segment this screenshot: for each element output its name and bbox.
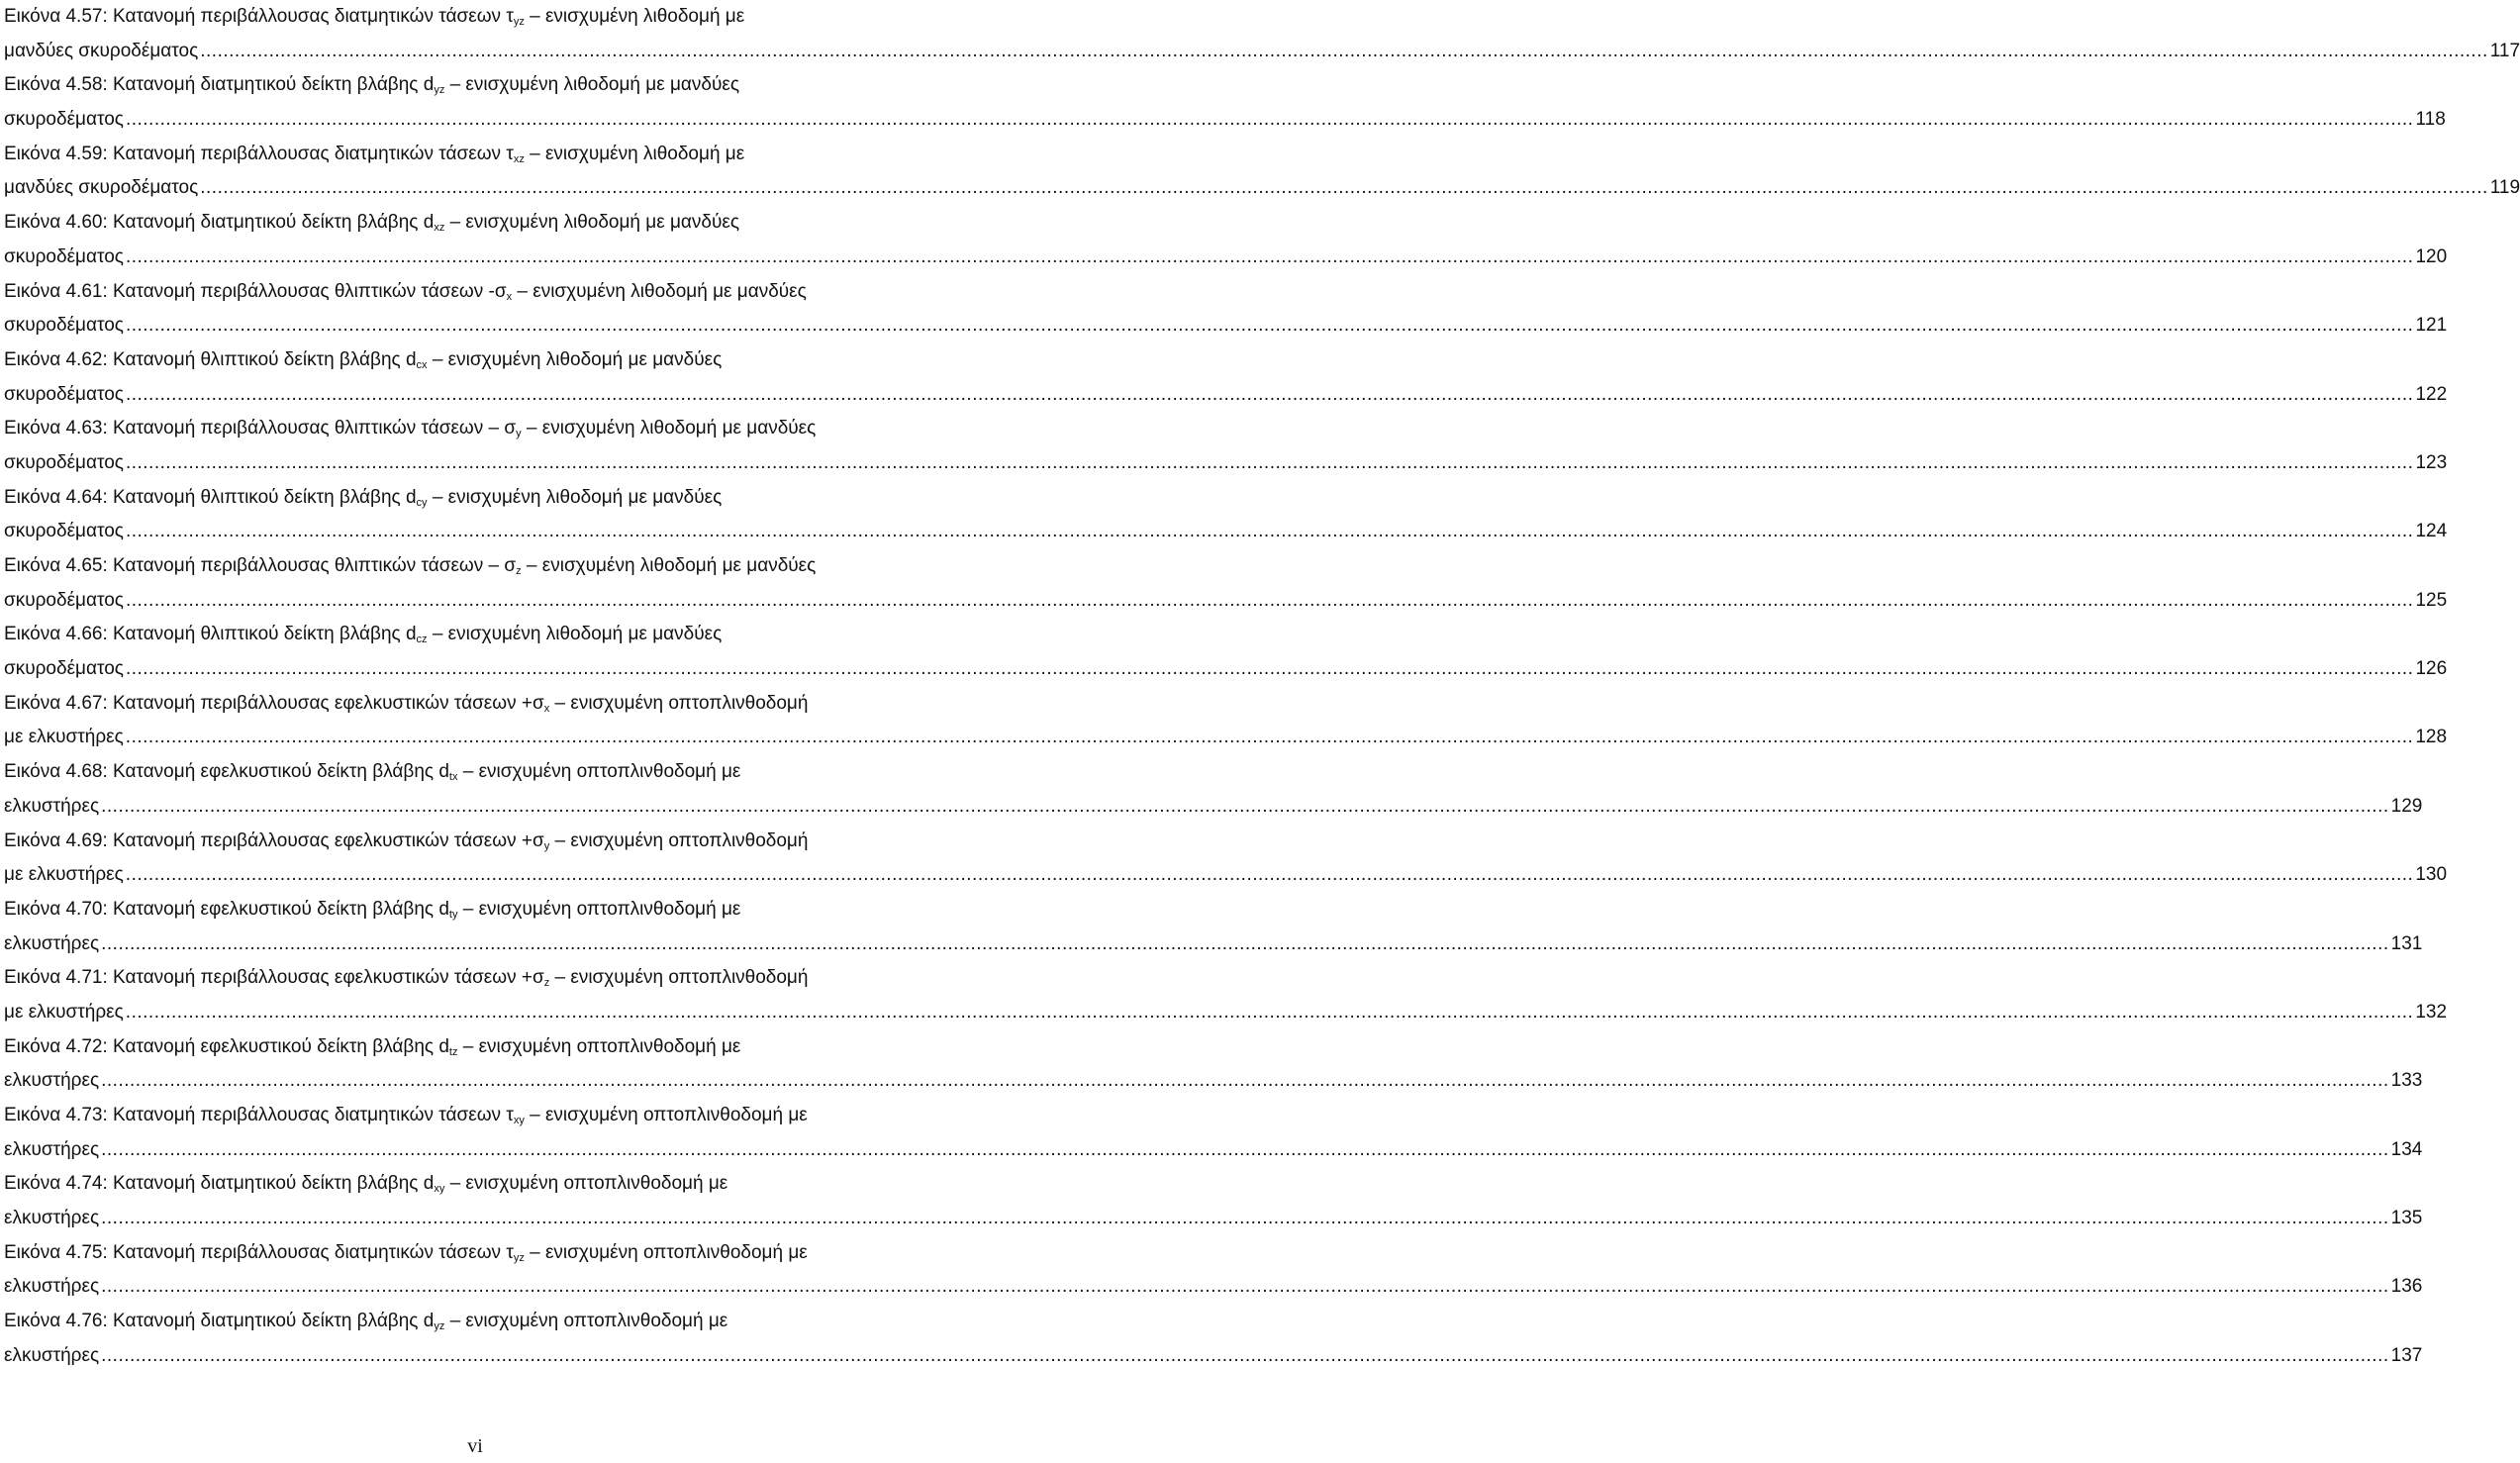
toc-entry-line-1 (4, 481, 946, 516)
dot-leader: ................................................................................................................................................................................................................................................................................................................................................................................................................ (101, 1344, 2389, 1366)
toc-entry-caption (4, 961, 946, 996)
toc-entry[interactable] (4, 825, 2448, 893)
toc-entry-caption-continued (4, 103, 124, 138)
entry-text: Εικόνα 4.73: Κατανομή περιβάλλουσας διατμητικών τάσεων τ (4, 1105, 514, 1125)
toc-entry-line-2 (4, 1202, 2423, 1236)
entry-text: με ελκυστήρες (4, 1001, 124, 1023)
toc-entry-caption-continued (4, 241, 124, 275)
toc-entry-caption (4, 687, 946, 722)
toc-entry[interactable] (4, 343, 2448, 412)
toc-entry-caption-continued (4, 309, 124, 343)
toc-entry-caption (4, 412, 946, 446)
toc-entry-page-number[interactable]: 121 (2415, 315, 2448, 337)
toc-entry-page-number[interactable]: 130 (2415, 864, 2448, 886)
entry-text: Εικόνα 4.74: Κατανομή διατμητικού δείκτη βλάβης d (4, 1173, 435, 1195)
toc-entry-page-number[interactable]: 117 (2489, 40, 2520, 61)
subscript: y (543, 839, 550, 852)
dot-leader: ................................................................................................................................................................................................................................................................................................................................................................................................................ (125, 315, 2414, 337)
toc-entry-caption (4, 1099, 946, 1133)
toc-entry-line-1 (4, 961, 946, 996)
toc-entry-line-1 (4, 1305, 946, 1339)
toc-entry-caption-continued (4, 927, 99, 962)
entry-text: – ενισχυμένη λιθοδομή με μανδύες (427, 348, 723, 370)
entry-text: Εικόνα 4.69: Κατανομή περιβάλλουσας εφελκυστικών τάσεων +σ (4, 829, 544, 851)
entry-text: Εικόνα 4.76: Κατανομή διατμητικού δείκτη βλάβης d (4, 1311, 435, 1332)
toc-entry-caption (4, 618, 946, 652)
entry-text: – ενισχυμένη οπτοπλινθοδομή (549, 829, 809, 851)
entry-text: – ενισχυμένη οπτοπλινθοδομή (549, 692, 809, 714)
subscript: tx (448, 771, 458, 784)
entry-text: Εικόνα 4.66: Κατανομή θλιπτικού δείκτη βλάβης d (4, 624, 417, 645)
subscript: y (516, 428, 522, 440)
toc-entry[interactable] (4, 275, 2448, 343)
toc-entry-page-number[interactable]: 129 (2390, 795, 2423, 817)
entry-text: – ενισχυμένη λιθοδομή με μανδύες (521, 418, 817, 439)
toc-entry-caption-continued (4, 1202, 99, 1236)
entry-text: σκυροδέματος (4, 383, 124, 405)
toc-entry-line-1 (4, 206, 946, 241)
dot-leader: ................................................................................................................................................................................................................................................................................................................................................................................................................ (125, 727, 2414, 748)
subscript: yz (513, 1251, 525, 1264)
dot-leader: ................................................................................................................................................................................................................................................................................................................................................................................................................ (125, 451, 2414, 473)
entry-text: – ενισχυμένη οπτοπλινθοδομή με (457, 761, 741, 783)
toc-entry-caption-continued (4, 1339, 99, 1374)
subscript: xz (434, 222, 445, 235)
dot-leader: ................................................................................................................................................................................................................................................................................................................................................................................................................ (125, 658, 2414, 680)
subscript: xz (513, 152, 525, 165)
dot-leader: ................................................................................................................................................................................................................................................................................................................................................................................................................ (125, 1001, 2414, 1023)
toc-entry-page-number[interactable]: 134 (2390, 1138, 2423, 1160)
entry-text: σκυροδέματος (4, 109, 124, 131)
toc-entry-caption (4, 893, 946, 927)
toc-entry[interactable] (4, 755, 2423, 824)
subscript: cx (416, 358, 428, 371)
toc-entry-caption-continued (4, 1064, 99, 1099)
toc-entry-caption-continued (4, 1270, 99, 1305)
toc-entry-page-number[interactable]: 137 (2390, 1344, 2423, 1366)
toc-entry-line-2 (4, 996, 2448, 1030)
entry-text: Εικόνα 4.61: Κατανομή περιβάλλουσας θλιπτικών τάσεων -σ (4, 280, 507, 302)
subscript: cz (416, 634, 428, 646)
subscript: cy (416, 496, 428, 509)
dot-leader: ................................................................................................................................................................................................................................................................................................................................................................................................................ (125, 109, 2414, 131)
dot-leader: ................................................................................................................................................................................................................................................................................................................................................................................................................ (125, 589, 2414, 611)
entry-text: Εικόνα 4.58: Κατανομή διατμητικού δείκτη βλάβης d (4, 74, 435, 96)
subscript: yz (434, 84, 445, 97)
entry-text: – ενισχυμένη λιθοδομή με μανδύες (521, 555, 817, 576)
entry-text: – ενισχυμένη οπτοπλινθοδομή με (444, 1311, 728, 1332)
toc-entry-line-2 (4, 721, 2448, 755)
dot-leader: ................................................................................................................................................................................................................................................................................................................................................................................................................ (101, 795, 2389, 817)
toc-entry[interactable] (4, 961, 2448, 1029)
toc-entry-caption (4, 1030, 946, 1065)
entry-text: ελκυστήρες (4, 932, 100, 954)
toc-entry-caption-continued (4, 584, 124, 619)
entry-text: ελκυστήρες (4, 1070, 100, 1092)
subscript: yz (434, 1320, 445, 1333)
toc-entry-line-2 (4, 515, 2448, 549)
toc-entry[interactable] (4, 1030, 2423, 1099)
dot-leader: ................................................................................................................................................................................................................................................................................................................................................................................................................ (200, 177, 2488, 199)
subscript: z (516, 565, 522, 577)
toc-entry[interactable] (4, 138, 2520, 206)
toc-entry-page-number[interactable]: 119 (2489, 177, 2520, 199)
entry-text: Εικόνα 4.59: Κατανομή περιβάλλουσας διατμητικών τάσεων τ (4, 143, 514, 164)
toc-entry-line-1 (4, 275, 946, 310)
entry-text: Εικόνα 4.62: Κατανομή θλιπτικού δείκτη βλάβης d (4, 348, 417, 370)
toc-entry[interactable] (4, 893, 2423, 961)
entry-text: μανδύες σκυροδέματος (4, 177, 199, 199)
entry-text: – ενισχυμένη λιθοδομή με μανδύες (427, 624, 723, 645)
toc-entry-line-2 (4, 171, 2520, 206)
entry-text: ελκυστήρες (4, 1208, 100, 1229)
entry-text: – ενισχυμένη οπτοπλινθοδομή (549, 967, 809, 989)
entry-text: – ενισχυμένη λιθοδομή με (524, 6, 745, 27)
entry-text: ελκυστήρες (4, 1138, 100, 1160)
toc-entry-line-2 (4, 378, 2448, 413)
toc-entry-line-1 (4, 1167, 946, 1202)
entry-text: Εικόνα 4.65: Κατανομή περιβάλλουσας θλιπτικών τάσεων – σ (4, 555, 517, 576)
toc-entry[interactable] (4, 1236, 2423, 1305)
subscript: yz (513, 16, 525, 28)
toc-entry-line-2 (4, 790, 2423, 825)
entry-text: Εικόνα 4.63: Κατανομή περιβάλλουσας θλιπτικών τάσεων – σ (4, 418, 517, 439)
toc-entry-page-number[interactable]: 125 (2415, 589, 2448, 611)
toc-entry-page-number[interactable]: 128 (2415, 727, 2448, 748)
dot-leader: ................................................................................................................................................................................................................................................................................................................................................................................................................ (125, 245, 2414, 267)
toc-entry[interactable] (4, 412, 2448, 480)
toc-entry-caption (4, 68, 946, 103)
entry-text: σκυροδέματος (4, 451, 124, 473)
toc-entry-line-2 (4, 309, 2448, 343)
entry-text: – ενισχυμένη λιθοδομή με μανδύες (512, 280, 807, 302)
entry-text: ελκυστήρες (4, 1276, 100, 1298)
subscript: x (506, 290, 513, 303)
toc-entry-line-1 (4, 1030, 946, 1065)
dot-leader: ................................................................................................................................................................................................................................................................................................................................................................................................................ (200, 40, 2488, 61)
toc-entry-line-2 (4, 1133, 2423, 1168)
toc-entry-caption-continued (4, 858, 124, 893)
toc-entry-caption (4, 0, 946, 35)
toc-entry-line-1 (4, 68, 946, 103)
toc-entry-caption (4, 481, 946, 516)
toc-entry-caption-continued (4, 1133, 99, 1168)
toc-entry[interactable] (4, 618, 2448, 686)
toc-entry-caption-continued (4, 378, 124, 413)
toc-entry-line-2 (4, 652, 2448, 687)
toc-entry-caption-continued (4, 35, 198, 69)
subscript: z (543, 977, 550, 990)
entry-text: Εικόνα 4.71: Κατανομή περιβάλλουσας εφελκυστικών τάσεων +σ (4, 967, 544, 989)
entry-text: Εικόνα 4.70: Κατανομή εφελκυστικού δείκτη βλάβης d (4, 898, 449, 920)
toc-entry-page-number[interactable]: 135 (2390, 1208, 2423, 1229)
entry-text: Εικόνα 4.72: Κατανομή εφελκυστικού δείκτη βλάβης d (4, 1035, 449, 1057)
dot-leader: ................................................................................................................................................................................................................................................................................................................................................................................................................ (125, 521, 2414, 542)
dot-leader: ................................................................................................................................................................................................................................................................................................................................................................................................................ (125, 864, 2414, 886)
entry-text: μανδύες σκυροδέματος (4, 40, 199, 61)
toc-entry[interactable] (4, 206, 2448, 274)
toc-entry-caption-continued (4, 652, 124, 687)
entry-text: Εικόνα 4.60: Κατανομή διατμητικού δείκτη βλάβης d (4, 212, 435, 234)
toc-entry-caption (4, 138, 946, 172)
toc-entry-line-2 (4, 446, 2448, 481)
toc-entry-line-2 (4, 35, 2520, 69)
subscript: ty (448, 908, 458, 921)
entry-text: – ενισχυμένη οπτοπλινθοδομή με (457, 1035, 741, 1057)
toc-entry-caption-continued (4, 721, 124, 755)
toc-entry-line-2 (4, 241, 2448, 275)
toc-entry-line-1 (4, 549, 946, 584)
toc-entry-caption (4, 825, 946, 859)
toc-entry-page-number[interactable]: 126 (2415, 658, 2448, 680)
toc-entry-caption (4, 1305, 946, 1339)
toc-entry-caption (4, 343, 946, 378)
dot-leader: ................................................................................................................................................................................................................................................................................................................................................................................................................ (101, 1070, 2389, 1092)
toc-entry[interactable] (4, 1167, 2423, 1235)
entry-text: Εικόνα 4.57: Κατανομή περιβάλλουσας διατμητικών τάσεων τ (4, 6, 514, 27)
entry-text: σκυροδέματος (4, 245, 124, 267)
entry-text: – ενισχυμένη λιθοδομή με μανδύες (427, 486, 723, 508)
toc-entry-caption (4, 1167, 946, 1202)
entry-text: Εικόνα 4.68: Κατανομή εφελκυστικού δείκτη βλάβης d (4, 761, 449, 783)
dot-leader: ................................................................................................................................................................................................................................................................................................................................................................................................................ (101, 1138, 2389, 1160)
toc-entry-line-1 (4, 1236, 946, 1271)
toc-entry-caption-continued (4, 446, 124, 481)
toc-entry[interactable] (4, 0, 2520, 68)
toc-entry-line-1 (4, 687, 946, 722)
entry-text: σκυροδέματος (4, 315, 124, 337)
toc-entry-caption-continued (4, 996, 124, 1030)
dot-leader: ................................................................................................................................................................................................................................................................................................................................................................................................................ (101, 1276, 2389, 1298)
entry-text: με ελκυστήρες (4, 864, 124, 886)
toc-entry-line-2 (4, 1270, 2423, 1305)
subscript: xy (434, 1183, 445, 1196)
subscript: tz (448, 1045, 458, 1058)
toc-entry-line-1 (4, 755, 946, 790)
toc-entry-line-2 (4, 103, 2446, 138)
toc-entry-caption (4, 755, 946, 790)
dot-leader: ................................................................................................................................................................................................................................................................................................................................................................................................................ (101, 932, 2389, 954)
subscript: xy (513, 1115, 525, 1126)
entry-text: με ελκυστήρες (4, 727, 124, 748)
toc-entry-line-1 (4, 0, 946, 35)
toc-entry[interactable] (4, 1305, 2423, 1373)
entry-text: ελκυστήρες (4, 1344, 100, 1366)
toc-entry-page-number[interactable]: 132 (2415, 1001, 2448, 1023)
entry-text: – ενισχυμένη λιθοδομή με μανδύες (444, 212, 739, 234)
toc-entry-caption-continued (4, 171, 198, 206)
entry-text: σκυροδέματος (4, 521, 124, 542)
dot-leader: ................................................................................................................................................................................................................................................................................................................................................................................................................ (125, 383, 2414, 405)
dot-leader: ................................................................................................................................................................................................................................................................................................................................................................................................................ (101, 1208, 2389, 1229)
toc-entry[interactable] (4, 68, 2446, 137)
entry-text: σκυροδέματος (4, 589, 124, 611)
toc-entry-page-number[interactable]: 122 (2415, 383, 2448, 405)
toc-entry-line-2 (4, 858, 2448, 893)
toc-entry-page-number[interactable]: 136 (2390, 1276, 2423, 1298)
toc-entry-page-number[interactable]: 131 (2390, 932, 2423, 954)
entry-text: – ενισχυμένη οπτοπλινθοδομή με (524, 1105, 808, 1125)
toc-entry[interactable] (4, 549, 2448, 618)
entry-text: Εικόνα 4.64: Κατανομή θλιπτικού δείκτη βλάβης d (4, 486, 417, 508)
toc-entry-caption (4, 549, 946, 584)
toc-entry-line-1 (4, 412, 946, 446)
toc-entry-line-2 (4, 1064, 2423, 1099)
toc-entry-caption-continued (4, 790, 99, 825)
toc-entry[interactable] (4, 687, 2448, 755)
toc-entry-page-number[interactable]: 120 (2415, 245, 2448, 267)
toc-entry-page-number[interactable]: 133 (2390, 1070, 2423, 1092)
entry-text: – ενισχυμένη λιθοδομή με (524, 143, 745, 164)
entry-text: σκυροδέματος (4, 658, 124, 680)
toc-entry-line-1 (4, 893, 946, 927)
toc-entry-line-1 (4, 138, 946, 172)
toc-entry-caption (4, 206, 946, 241)
toc-entry-line-2 (4, 584, 2448, 619)
toc-entry-caption (4, 275, 946, 310)
toc-entry-line-2 (4, 1339, 2423, 1374)
entry-text: – ενισχυμένη λιθοδομή με μανδύες (444, 74, 739, 96)
toc-entry[interactable] (4, 481, 2448, 549)
toc-entry-caption-continued (4, 515, 124, 549)
toc-entry-page-number[interactable]: 123 (2415, 451, 2448, 473)
entry-text: – ενισχυμένη οπτοπλινθοδομή με (524, 1241, 808, 1263)
page-number: vi (467, 1435, 483, 1457)
entry-text: Εικόνα 4.67: Κατανομή περιβάλλουσας εφελκυστικών τάσεων +σ (4, 692, 544, 714)
toc-entry-caption (4, 1236, 946, 1271)
table-of-figures (4, 0, 2520, 1374)
entry-text: – ενισχυμένη οπτοπλινθοδομή με (444, 1173, 728, 1195)
toc-entry-line-2 (4, 927, 2423, 962)
toc-entry-line-1 (4, 343, 946, 378)
toc-entry-page-number[interactable]: 124 (2415, 521, 2448, 542)
toc-entry-line-1 (4, 825, 946, 859)
entry-text: – ενισχυμένη οπτοπλινθοδομή με (457, 898, 741, 920)
entry-text: Εικόνα 4.75: Κατανομή περιβάλλουσας διατμητικών τάσεων τ (4, 1241, 514, 1263)
toc-entry-line-1 (4, 1099, 946, 1133)
toc-entry-line-1 (4, 618, 946, 652)
subscript: x (543, 702, 550, 715)
toc-entry-page-number[interactable]: 118 (2415, 109, 2446, 131)
entry-text: ελκυστήρες (4, 795, 100, 817)
toc-entry[interactable] (4, 1099, 2423, 1167)
